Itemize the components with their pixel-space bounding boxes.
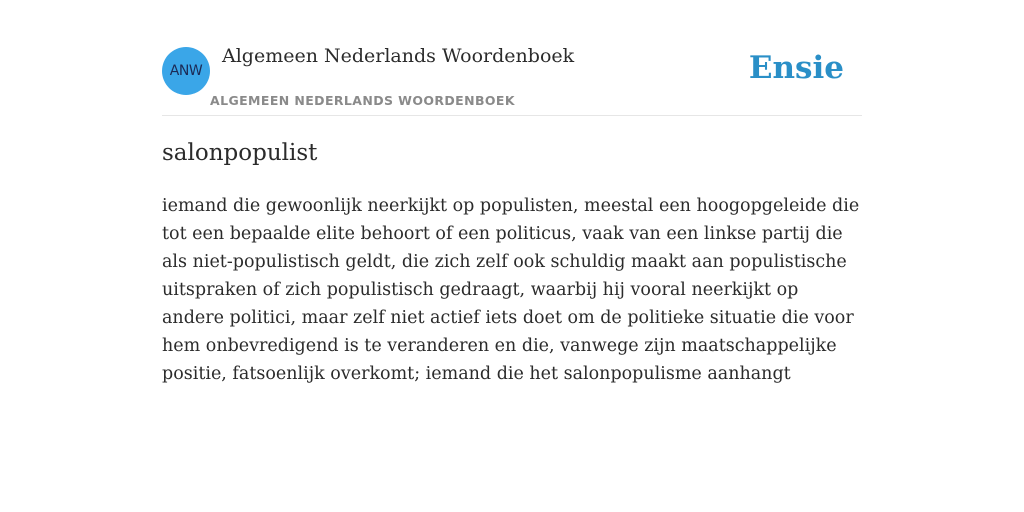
- card-header: [162, 0, 862, 116]
- source-logo[interactable]: [162, 47, 210, 95]
- entry-headword: salonpopulist: [162, 140, 318, 166]
- source-subtitle: ALGEMEEN NEDERLANDS WOORDENBOEK: [210, 93, 515, 108]
- ensie-logo-link[interactable]: Ensie: [748, 50, 844, 86]
- source-logo-text: ANW: [169, 63, 203, 79]
- source-title[interactable]: Algemeen Nederlands Woordenboek: [222, 45, 575, 67]
- definition-card: [162, 0, 862, 512]
- entry-definition: iemand die gewoonlijk neerkijkt op populisten, meestal een hoogopgeleide die tot een bepaalde elite behoort of een politicus, vaak van een linkse partij die als niet-populistisch geldt, die zich zelf ook schuldig maakt aan populistische uitspraken of zich populistisch gedraagt, waarbij hij vooral neerkijkt op andere politici, maar zelf niet actief iets doet om de politieke situatie die voor hem onbevredigend is te veranderen en die, vanwege zijn maatschappelijke positie, fatsoenlijk overkomt; iemand die het salonpopulisme aanhangt: [162, 196, 860, 384]
